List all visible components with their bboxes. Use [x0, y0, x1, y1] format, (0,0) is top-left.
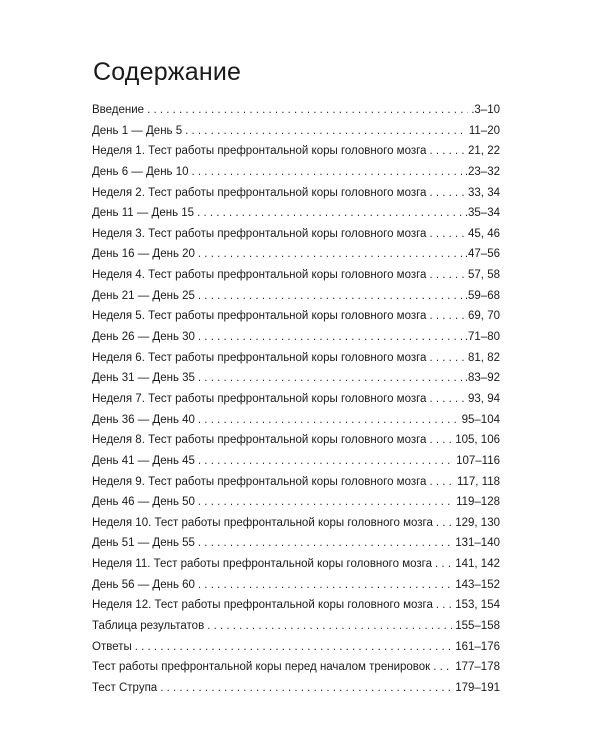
toc-entry-label: Неделя 6. Тест работы префронтальной коры головного мозга — [92, 351, 427, 364]
toc-entry — [92, 389, 500, 410]
toc-entry — [92, 327, 500, 348]
dot-leader — [429, 430, 452, 451]
toc-entry-pages: 69, 70 — [468, 310, 500, 323]
toc-entry-pages: 45, 46 — [468, 227, 500, 240]
toc-entry — [92, 306, 500, 327]
dot-leader — [435, 554, 452, 575]
toc-entry — [92, 513, 500, 534]
dot-leader — [198, 451, 453, 472]
toc-entry-pages: .59–68 — [464, 289, 500, 302]
toc-entry — [92, 533, 500, 554]
dot-leader — [429, 348, 465, 369]
toc-entry-pages: 95–104 — [461, 413, 500, 426]
toc-entry-label: Неделя 11. Тест работы префронтальной коры головного мозга — [92, 558, 432, 571]
toc-entry-pages: 155–158 — [455, 620, 500, 633]
toc-entry — [92, 595, 500, 616]
toc-entry-label: День 36 — День 40 — [92, 413, 195, 426]
toc-entry — [92, 121, 500, 142]
dot-leader — [429, 224, 465, 245]
toc-entry-pages: 21, 22 — [468, 145, 500, 158]
toc-entry-label: Неделя 5. Тест работы префронтальной коры головного мозга — [92, 310, 427, 323]
dot-leader — [433, 657, 452, 678]
toc-entry-label: Тест работы префронтальной коры перед началом тренировок — [92, 661, 431, 674]
toc-entry — [92, 265, 500, 286]
toc-entry-label: Неделя 10. Тест работы префронтальной коры головного мозга — [92, 516, 433, 529]
toc-entry-label: Неделя 8. Тест работы префронтальной коры головного мозга — [92, 434, 427, 447]
toc-entry-pages: 161–176 — [455, 640, 500, 653]
toc-entry-label: День 31 — День 35 — [92, 372, 195, 385]
page-title: Содержание — [93, 58, 242, 86]
toc-entry-label: День 11 — День 15 — [92, 207, 195, 220]
toc-entry-label: День 51 — День 55 — [92, 537, 195, 550]
toc-entry — [92, 472, 500, 493]
toc-entry-label: День 21 — День 25 — [92, 289, 195, 302]
toc-entry-label: День 56 — День 60 — [92, 578, 195, 591]
toc-entry — [92, 616, 500, 637]
toc-entry-label: День 16 — День 20 — [92, 248, 195, 261]
toc-entry — [92, 162, 500, 183]
toc-entry — [92, 678, 500, 699]
dot-leader — [436, 595, 452, 616]
toc-entry — [92, 410, 500, 431]
dot-leader — [198, 492, 453, 513]
toc-entry-pages: 119–128 — [456, 496, 500, 509]
toc-entry — [92, 244, 500, 265]
toc-entry — [92, 286, 500, 307]
toc-entry-pages: .47–56 — [464, 248, 500, 261]
dot-leader — [192, 162, 462, 183]
toc-entry-label: Неделя 9. Тест работы префронтальной коры головного мозга — [92, 475, 427, 488]
toc-entry — [92, 575, 500, 596]
toc-entry-pages: .71–80 — [464, 331, 500, 344]
toc-entry-label: День 26 — День 30 — [92, 331, 195, 344]
toc-entry-pages: .3–10 — [471, 104, 500, 116]
toc-entry-label: День 46 — День 50 — [92, 496, 195, 509]
toc-entry-pages: 33, 34 — [468, 186, 500, 199]
table-of-contents — [92, 100, 500, 699]
dot-leader — [429, 183, 465, 204]
toc-entry-pages: 105, 106 — [455, 434, 500, 447]
toc-entry-label: День 6 — День 10 — [92, 165, 189, 178]
toc-entry — [92, 224, 500, 245]
toc-entry-label: Введение — [92, 104, 145, 116]
dot-leader — [429, 265, 465, 286]
toc-entry — [92, 183, 500, 204]
toc-entry-pages: 179–191 — [455, 681, 500, 694]
toc-entry — [92, 203, 500, 224]
dot-leader — [135, 637, 452, 658]
dot-leader — [198, 410, 459, 431]
dot-leader — [197, 203, 462, 224]
toc-entry-label: Таблица результатов — [92, 620, 205, 633]
toc-entry-pages: 57, 58 — [468, 269, 500, 282]
toc-entry — [92, 100, 500, 121]
dot-leader — [198, 244, 462, 265]
toc-entry-label: Неделя 12. Тест работы префронтальной коры головного мозга — [92, 599, 433, 612]
toc-entry — [92, 554, 500, 575]
toc-entry-pages: 141, 142 — [455, 558, 500, 571]
toc-entry — [92, 348, 500, 369]
toc-entry — [92, 430, 500, 451]
toc-entry-pages: 11–20 — [468, 124, 500, 137]
dot-leader — [185, 121, 466, 142]
toc-entry-label: День 41 — День 45 — [92, 454, 195, 467]
dot-leader — [207, 616, 452, 637]
toc-entry — [92, 492, 500, 513]
dot-leader — [429, 306, 465, 327]
toc-entry-label: Неделя 2. Тест работы префронтальной коры головного мозга — [92, 186, 427, 199]
toc-entry-label: Неделя 1. Тест работы префронтальной коры головного мозга — [92, 145, 427, 158]
dot-leader — [160, 678, 452, 699]
toc-entry-pages: 131–140 — [455, 537, 500, 550]
toc-entry-pages: 81, 82 — [468, 351, 500, 364]
toc-entry-pages: 129, 130 — [455, 516, 500, 529]
toc-entry — [92, 637, 500, 658]
dot-leader — [436, 513, 452, 534]
toc-entry — [92, 451, 500, 472]
toc-entry-pages: 117, 118 — [456, 475, 500, 488]
toc-entry-pages: .35–34 — [464, 207, 500, 220]
toc-entry-label: Неделя 3. Тест работы префронтальной коры головного мозга — [92, 227, 427, 240]
toc-entry-label: Неделя 7. Тест работы префронтальной коры головного мозга — [92, 392, 427, 405]
toc-entry-label: Неделя 4. Тест работы префронтальной коры головного мозга — [92, 269, 427, 282]
toc-entry-pages: .23–32 — [464, 165, 500, 178]
toc-entry-pages: 93, 94 — [468, 392, 500, 405]
toc-entry-pages: .83–92 — [464, 372, 500, 385]
dot-leader — [198, 533, 452, 554]
toc-entry — [92, 141, 500, 162]
toc-entry-label: Тест Струпа — [92, 681, 158, 694]
toc-entry-pages: 177–178 — [455, 661, 500, 674]
toc-entry-pages: 143–152 — [455, 578, 500, 591]
toc-entry-pages: 107–116 — [456, 454, 500, 467]
dot-leader — [429, 389, 465, 410]
toc-entry-label: День 1 — День 5 — [92, 124, 183, 137]
dot-leader — [147, 100, 468, 121]
dot-leader — [429, 472, 453, 493]
toc-entry — [92, 657, 500, 678]
toc-entry — [92, 368, 500, 389]
dot-leader — [198, 575, 452, 596]
toc-entry-label: Ответы — [92, 640, 132, 653]
dot-leader — [198, 286, 462, 307]
toc-entry-pages: 153, 154 — [455, 599, 500, 612]
dot-leader — [198, 327, 462, 348]
dot-leader — [198, 368, 462, 389]
dot-leader — [429, 141, 465, 162]
